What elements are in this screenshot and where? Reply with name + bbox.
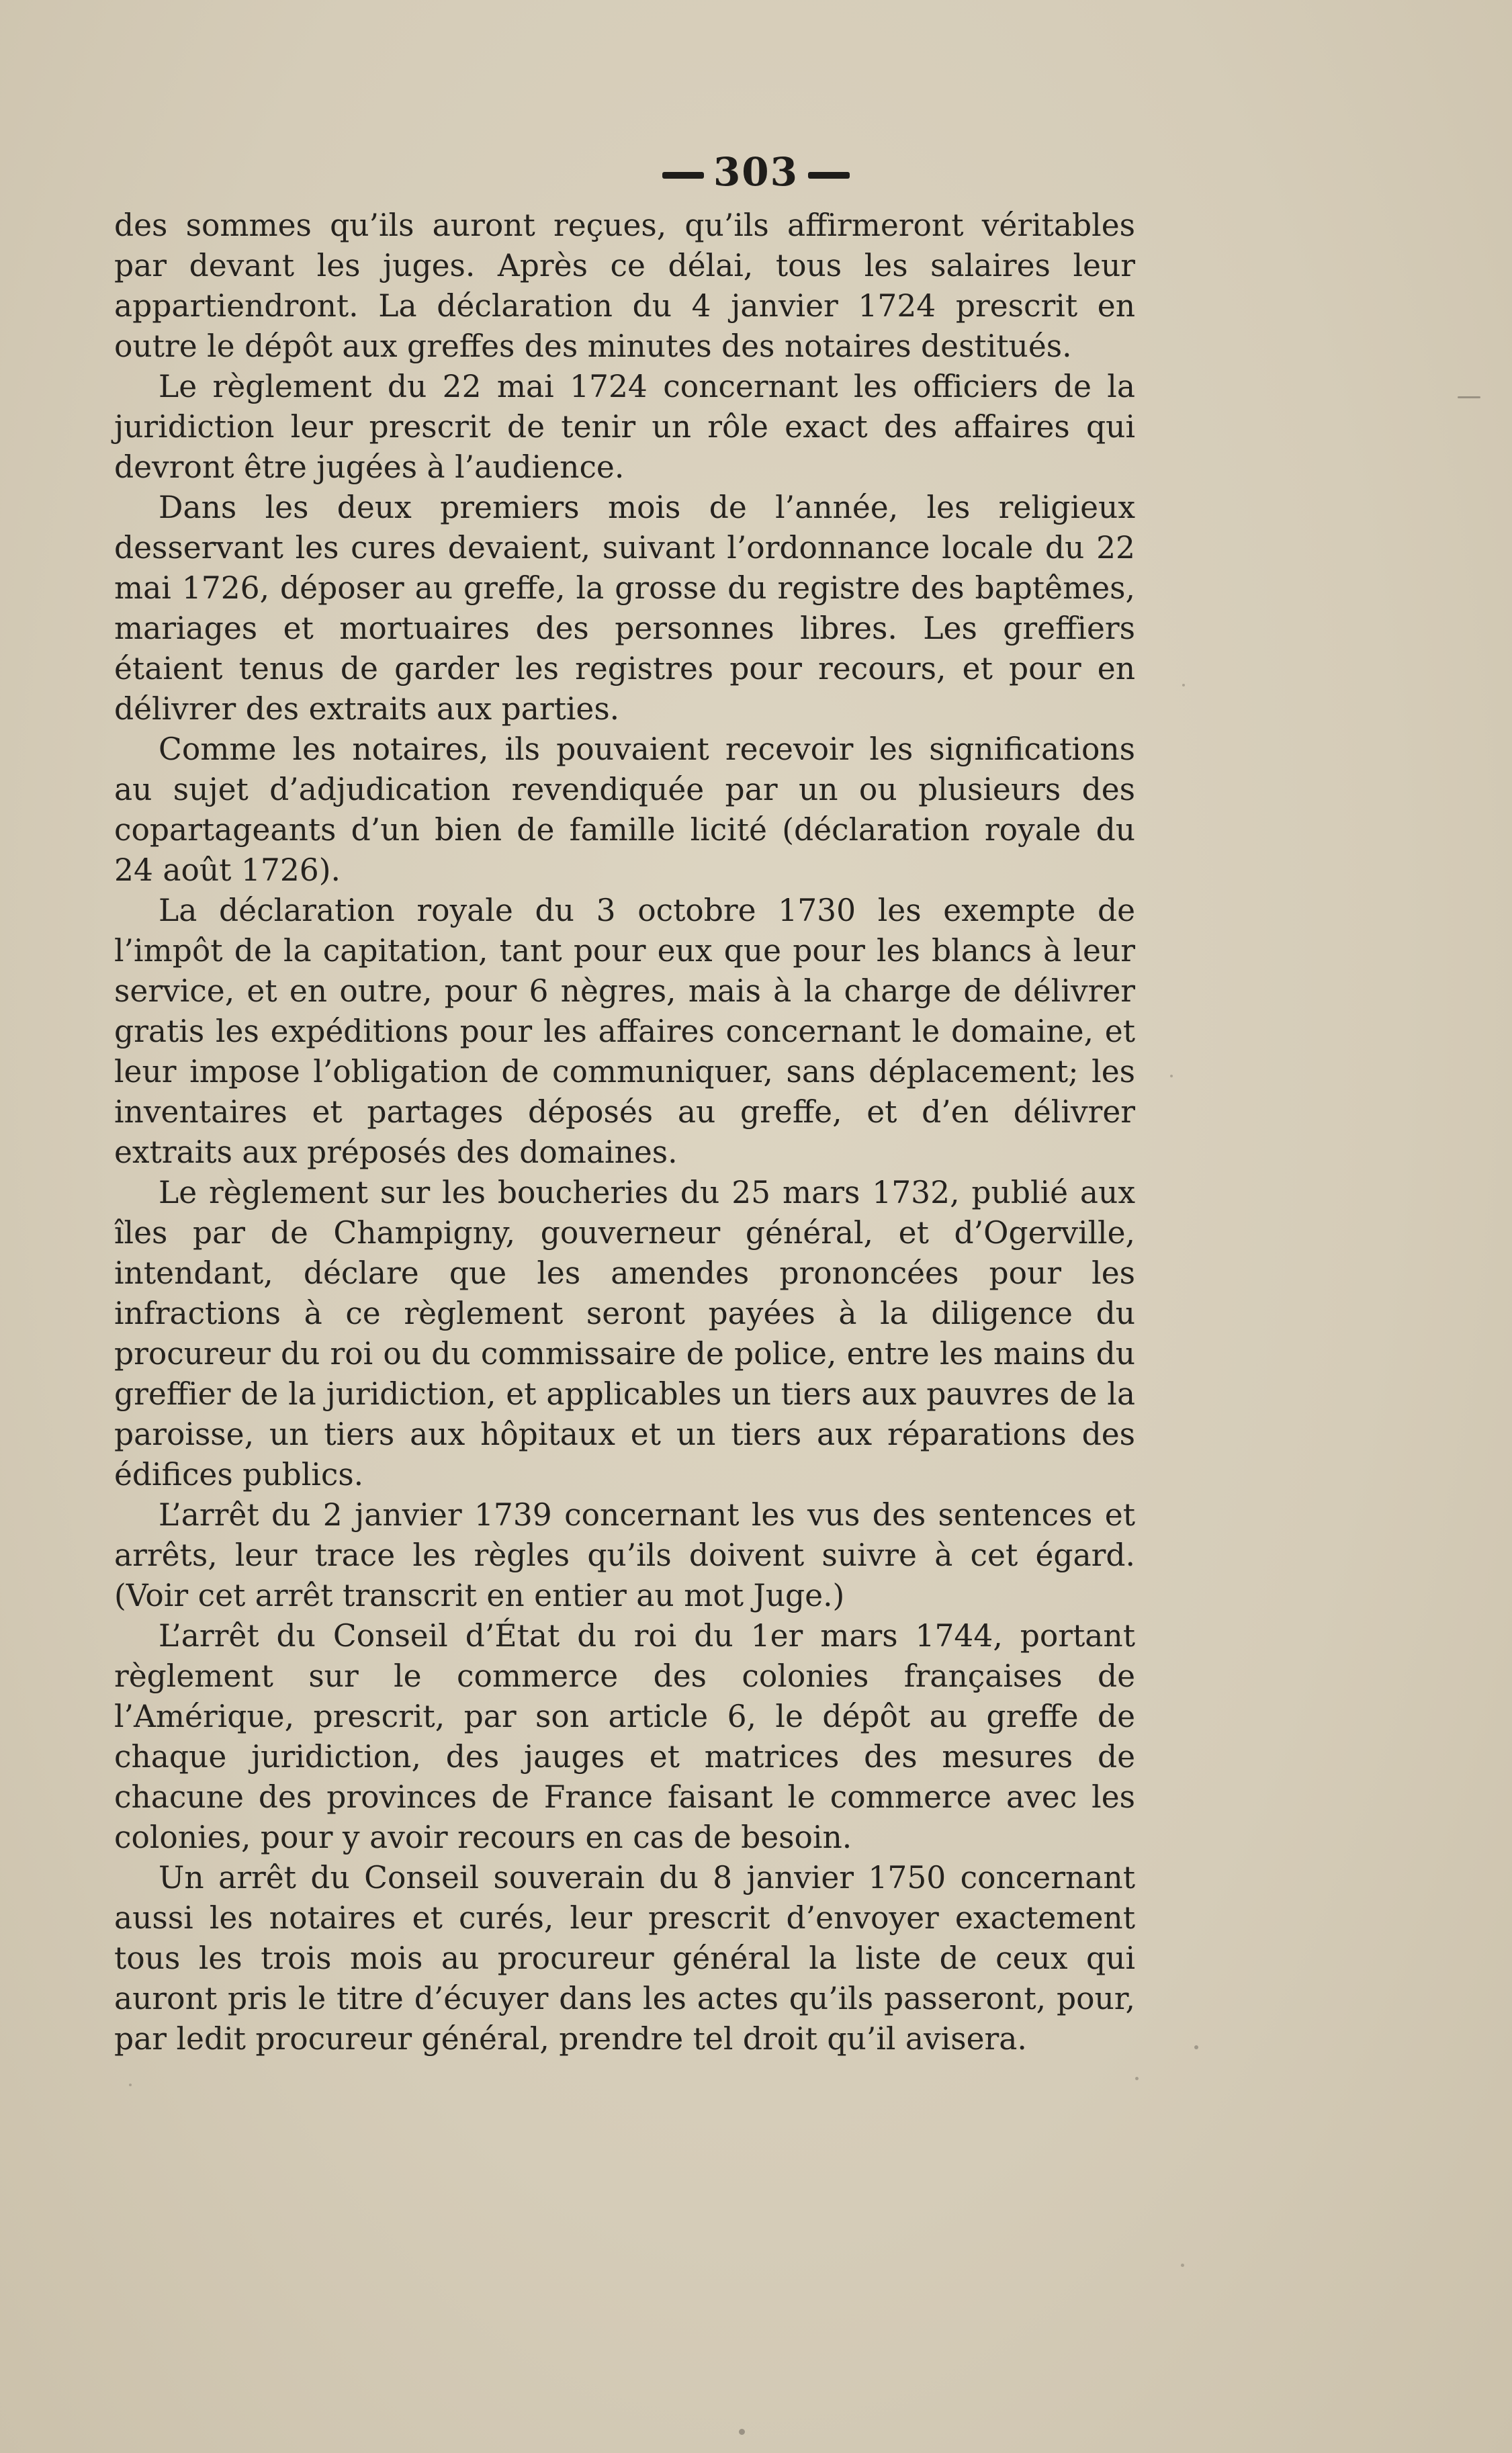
paragraph: La déclaration royale du 3 octobre 1730 les exempte de l’impôt de la capitation, tant pour eux que pour les blancs à leur service, et en outre, pour 6 nègres, mais à la charge de délivrer gratis les expéditions pour les affaires concernant le domaine, et leur impose l’obligation de communiquer, sans déplacement; les inventaires et partages déposés au greffe, et d’en délivrer extraits aux préposés des domaines. [114,893,1135,1170]
page-number-header [0,149,1512,195]
paragraph: Le règlement sur les boucheries du 25 mars 1732, publié aux îles par de Champigny, gouverneur général, et d’Ogerville, intendant, déclare que les amendes prononcées pour les infractions à ce règlement seront payées à la diligence du procureur du roi ou du commissaire de police, entre les mains du greffier de la juridiction, et applicables un tiers aux pauvres de la paroisse, un tiers aux hôpitaux et un tiers aux réparations des édifices publics. [114,1175,1135,1492]
paper-speck [1182,684,1185,686]
paper-speck [1194,2045,1198,2049]
paper-speck [1181,2264,1184,2267]
paragraph: Le règlement du 22 mai 1724 concernant les officiers de la juridiction leur prescrit de tenir un rôle exact des affaires qui devront être jugées à l’audience. [114,369,1135,485]
paragraph: L’arrêt du Conseil d’État du roi du 1er mars 1744, portant règlement sur le commerce des colonies françaises de l’Amérique, prescrit, par son article 6, le dépôt au greffe de chaque juridiction, des jauges et matrices des mesures de chacune des provinces de France faisant le commerce avec les colonies, pour y avoir recours en cas de besoin. [114,1618,1135,1855]
paragraph: Dans les deux premiers mois de l’année, les religieux desservant les cures devaient, suivant l’ordonnance locale du 22 mai 1726, déposer au greffe, la grosse du registre des baptêmes, mariages et mortuaires des personnes libres. Les greffiers étaient tenus de garder les registres pour recours, et pour en délivrer des extraits aux parties. [114,490,1135,727]
paper-speck [739,2429,745,2435]
paper-speck [129,2084,132,2086]
paragraph: L’arrêt du 2 janvier 1739 concernant les vus des sentences et arrêts, leur trace les règles qu’ils doivent suivre à cet égard. (Voir cet arrêt transcrit en entier au mot Juge.) [114,1497,1135,1613]
paragraph: des sommes qu’ils auront reçues, qu’ils affirmeront véritables par devant les juges. Après ce délai, tous les salaires leur appartiendront. La déclaration du 4 janvier 1724 prescrit en outre le dépôt aux greffes des minutes des notaires destitués. [114,208,1135,364]
paper-speck [1170,1075,1173,1077]
page-number: 303 [713,149,799,195]
paragraph: Comme les notaires, ils pouvaient recevoir les significations au sujet d’adjudication revendiquée par un ou plusieurs des copartageants d’un bien de famille licité (déclaration royale du 24 août 1726). [114,731,1135,888]
left-dash-ornament [662,172,704,179]
right-dash-ornament [808,172,850,179]
paper-speck [1458,396,1480,398]
paragraph: Un arrêt du Conseil souverain du 8 janvier 1750 concernant aussi les notaires et curés, leur prescrit d’envoyer exactement tous les trois mois au procureur général la liste de ceux qui auront pris le titre d’écuyer dans les actes qu’ils passeront, pour, par ledit procureur général, prendre tel droit qu’il avisera. [114,1860,1135,2057]
body-text [114,206,1135,2059]
paper-speck [1135,2077,1139,2080]
